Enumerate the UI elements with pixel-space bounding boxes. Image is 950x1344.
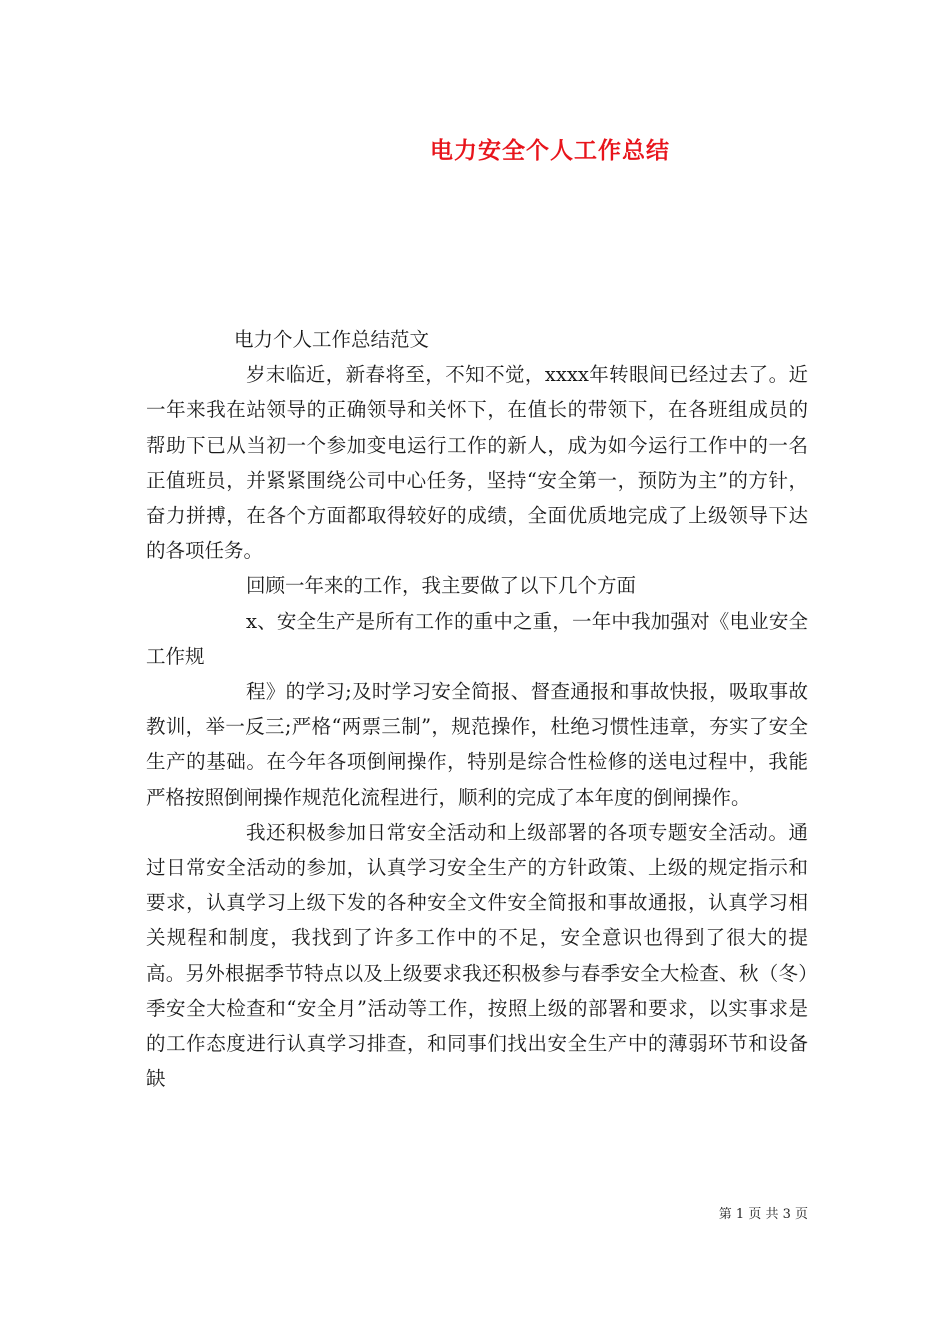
document-title: 电力安全个人工作总结 bbox=[430, 138, 670, 164]
paragraph-safety: x、安全生产是所有工作的重中之重，一年中我加强对《电业安全工作规 bbox=[146, 609, 808, 668]
paragraph-activities: 我还积极参加日常安全活动和上级部署的各项专题安全活动。通过日常安全活动的参加，认真学习安全生产的方针政策、上级的规定指示和要求，认真学习上级下发的各种安全文件安全简报和事故通报，认真学习相关规程和制度，我找到了许多工作中的不足，安全意识也得到了很大的提高。另外根据季节特点以及上级要求我还积极参与春季安全大检查、秋（冬）季安全大检查和“安全月”活动等工作，按照上级的部署和要求，以实事求是的工作态度进行认真学习排查，和同事们找出安全生产中的薄弱环节和设备缺 bbox=[146, 820, 808, 1091]
paragraph-review: 回顾一年来的工作，我主要做了以下几个方面 bbox=[246, 574, 637, 598]
paragraph-intro: 岁末临近，新春将至，不知不觉，xxxx年转眼间已经过去了。近一年来我在站领导的正确领导和关怀下，在值长的带领下，在各班组成员的帮助下已从当初一个参加变电运行工作的新人，成为如今运行工作中的一名正值班员，并紧紧围绕公司中心任务，坚持“安全第一，预防为主”的方针，奋力拼搏，在各个方面都取得较好的成绩，全面优质地完成了上级领导下达的各项任务。 bbox=[146, 363, 808, 563]
document-body bbox=[146, 322, 808, 1096]
page-number: 第 1 页 共 3 页 bbox=[718, 1207, 808, 1222]
paragraph-safety-continued: 程》的学习;及时学习安全简报、督查通报和事故快报，吸取事故教训，举一反三;严格“两票三制”，规范操作，杜绝习惯性违章，夯实了安全生产的基础。在今年各项倒闸操作，特别是综合性检修的送电过程中，我能严格按照倒闸操作规范化流程进行，顺利的完成了本年度的倒闸操作。 bbox=[146, 680, 808, 809]
subtitle: 电力个人工作总结范文 bbox=[234, 328, 430, 351]
